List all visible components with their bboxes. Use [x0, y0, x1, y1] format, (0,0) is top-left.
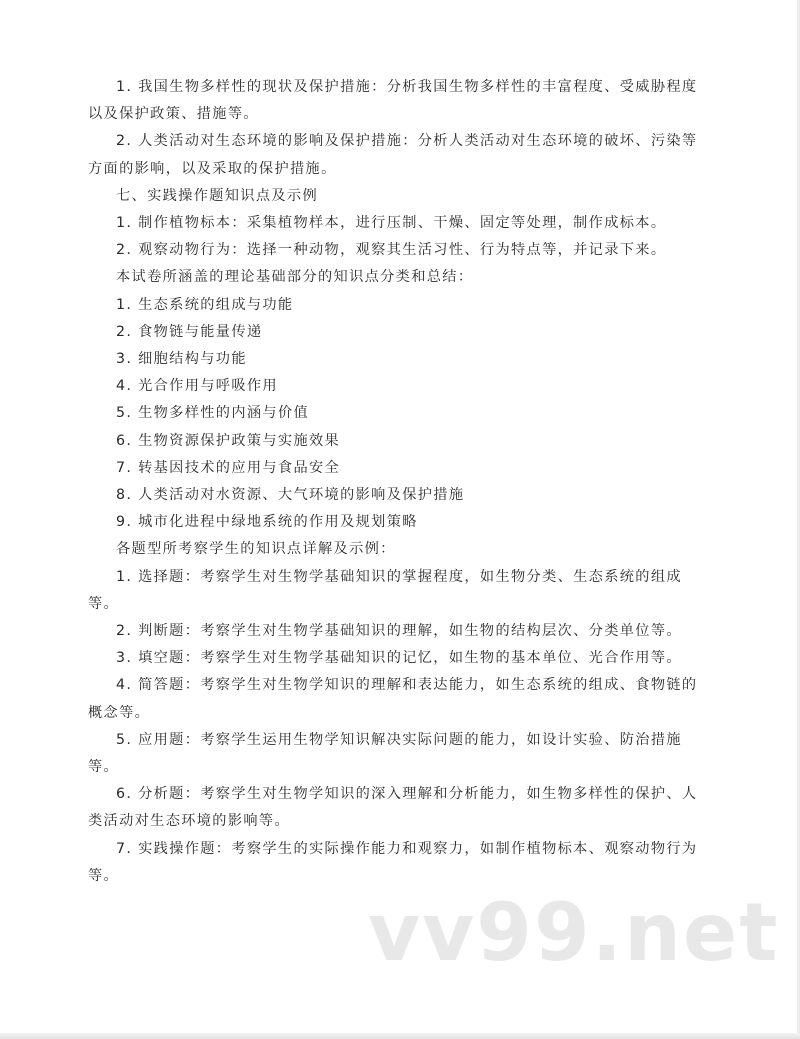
- list-item: 4. 光合作用与呼吸作用: [116, 378, 278, 395]
- list-item: 8. 人类活动对水资源、大气环境的影响及保护措施: [116, 487, 465, 504]
- list-item: 3. 细胞结构与功能: [116, 351, 247, 368]
- paragraph: 七、实践操作题知识点及示例: [116, 187, 318, 204]
- paragraph: 4. 简答题：考察学生对生物学知识的理解和表达能力，如生态系统的组成、食物链的概念等。: [88, 677, 698, 721]
- list-item: 1. 生态系统的组成与功能: [116, 296, 294, 313]
- document-body: [88, 74, 704, 890]
- paragraph: 2. 人类活动对生态环境的影响及保护措施：分析人类活动对生态环境的破坏、污染等方面的影响，以及采取的保护措施。: [88, 133, 698, 177]
- paragraph: 2. 观察动物行为：选择一种动物，观察其生活习性、行为特点等，并记录下来。: [116, 242, 667, 259]
- paragraph: 5. 应用题：考察学生运用生物学知识解决实际问题的能力，如设计实验、防治措施等。: [88, 731, 682, 776]
- paragraph: 1. 选择题：考察学生对生物学基础知识的掌握程度，如生物分类、生态系统的组成等。: [88, 568, 682, 612]
- paragraph: 各题型所考察学生的知识点详解及示例：: [116, 541, 396, 558]
- list-item: 5. 生物多样性的内涵与价值: [116, 405, 310, 422]
- paragraph: 1. 制作植物标本：采集植物样本，进行压制、干燥、固定等处理，制作成标本。: [116, 215, 667, 232]
- paragraph: 2. 判断题：考察学生对生物学基础知识的理解，如生物的结构层次、分类单位等。: [116, 623, 682, 640]
- paragraph: 本试卷所涵盖的理论基础部分的知识点分类和总结：: [116, 269, 474, 286]
- paragraph: 6. 分析题：考察学生对生物学知识的深入理解和分析能力，如生物多样性的保护、人类活动对生态环境的影响等。: [88, 786, 698, 830]
- list-item: 2. 食物链与能量传递: [116, 323, 263, 340]
- watermark: vv99.net: [368, 886, 780, 979]
- list-item: 9. 城市化进程中绿地系统的作用及规划策略: [116, 514, 418, 531]
- paragraph: 1. 我国生物多样性的现状及保护措施：分析我国生物多样性的丰富程度、受威胁程度以及保护政策、措施等。: [88, 79, 698, 123]
- list-item: 6. 生物资源保护政策与实施效果: [116, 432, 341, 449]
- paragraph: 7. 实践操作题：考察学生的实际操作能力和观察力，如制作植物标本、观察动物行为等。: [88, 840, 698, 884]
- paragraph: 3. 填空题：考察学生对生物学基础知识的记忆，如生物的基本单位、光合作用等。: [116, 650, 682, 667]
- list-item: 7. 转基因技术的应用与食品安全: [116, 459, 341, 476]
- page-bottom-edge: [0, 1033, 800, 1039]
